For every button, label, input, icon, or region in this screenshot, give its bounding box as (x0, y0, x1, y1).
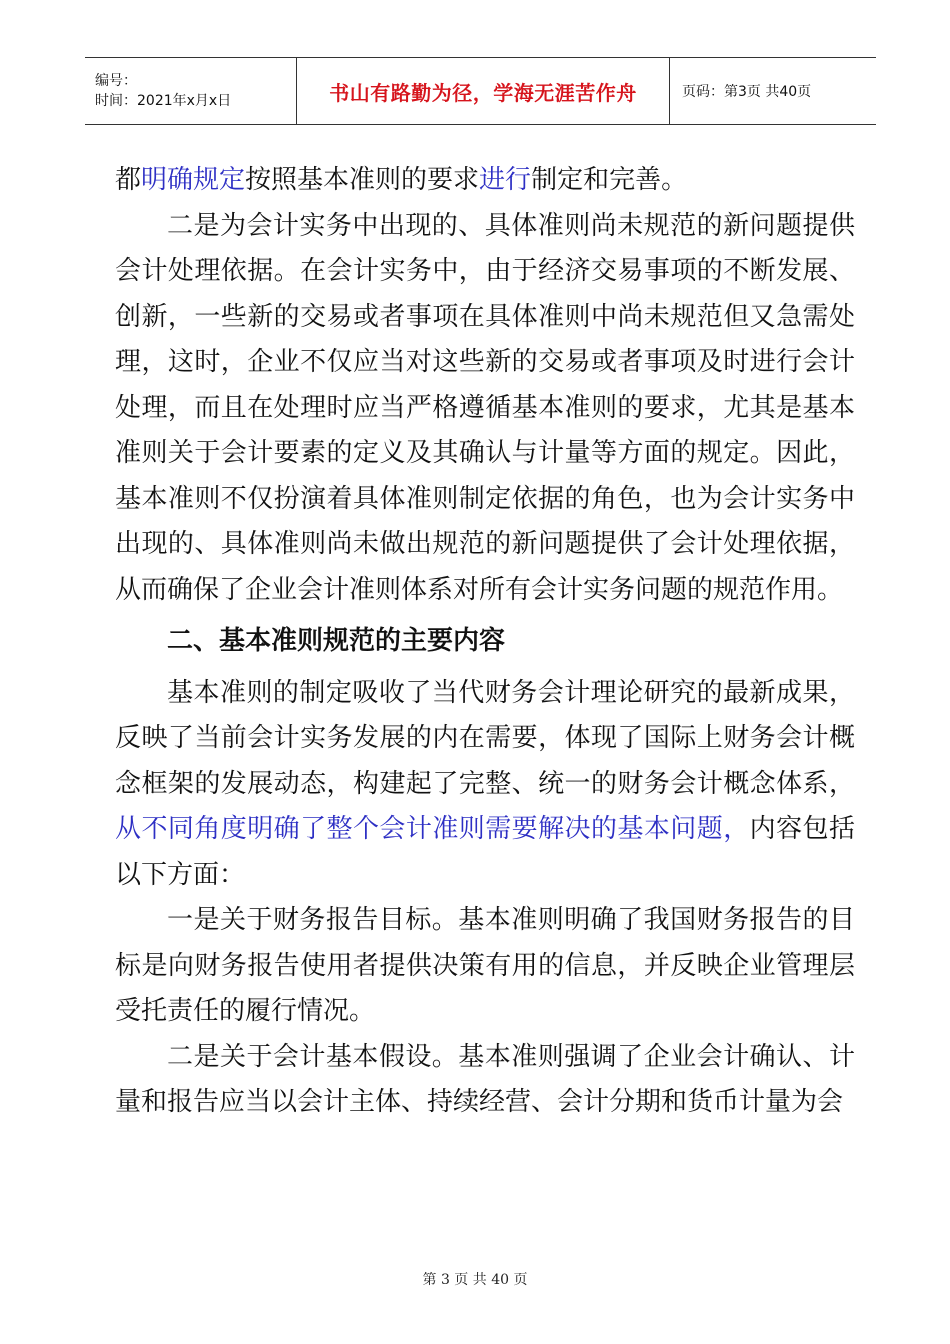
paragraph-2: 二是为会计实务中出现的、具体准则尚未规范的新问题提供会计处理依据。在会计实务中，由于经济交易事项的不断发展、创新，一些新的交易或者事项在具体准则中尚未规范但又急需处理，这时，企业不仅应当对这些新的交易或者事项及时进行会计处理，而且在处理时应当严格遵循基本准则的要求，尤其是基本准则关于会计要素的定义及其确认与计量等方面的规定。因此，基本准则不仅扮演着具体准则制定依据的角色，也为会计实务中出现的、具体准则尚未做出规范的新问题提供了会计处理依据，从而确保了企业会计准则体系对所有会计实务问题的规范作用。 (115, 210, 855, 605)
paragraph-3 (115, 671, 855, 899)
header-motto: 书山有路勤为径，学海无涯苦作舟 (329, 80, 637, 105)
paragraph-4: 一是关于财务报告目标。基本准则明确了我国财务报告的目标是向财务报告使用者提供决策有用的信息，并反映企业管理层受托责任的履行情况。 (115, 905, 855, 1026)
section-heading: 二、基本准则规范的主要内容 (167, 626, 506, 656)
document-body (115, 158, 855, 1126)
paragraph-3-text-b: 内容包括以下方面： (115, 814, 855, 890)
highlight-text: 明确规定 (141, 165, 246, 195)
header-motto-cell (297, 58, 670, 125)
page-footer: 第 3 页 共 40 页 (422, 1272, 528, 1288)
paragraph-1-text-c: 制定和完善。 (531, 165, 688, 195)
highlight-text: 进行 (479, 165, 532, 195)
header-page-label: 页码：第3页 共40页 (670, 58, 877, 125)
document-number-label: 编号： (95, 73, 137, 89)
highlight-text: 从不同角度明确了整个会计准则需要解决的基本问题， (115, 814, 750, 844)
document-time-label: 时间：2021年x月x日 (95, 93, 232, 109)
paragraph-1-text-a: 都 (115, 165, 142, 195)
paragraph-1-text-b: 按照基本准则的要求 (245, 165, 480, 195)
paragraph-5: 二是关于会计基本假设。基本准则强调了企业会计确认、计量和报告应当以会计主体、持续经营、会计分期和货币计量为会 (115, 1041, 855, 1117)
header-meta (85, 58, 297, 125)
paragraph-3-text-a: 基本准则的制定吸收了当代财务会计理论研究的最新成果，反映了当前会计实务发展的内在需要，体现了国际上财务会计概念框架的发展动态，构建起了完整、统一的财务会计概念体系， (115, 677, 855, 799)
paragraph-1 (115, 158, 855, 204)
page-header (85, 57, 876, 125)
